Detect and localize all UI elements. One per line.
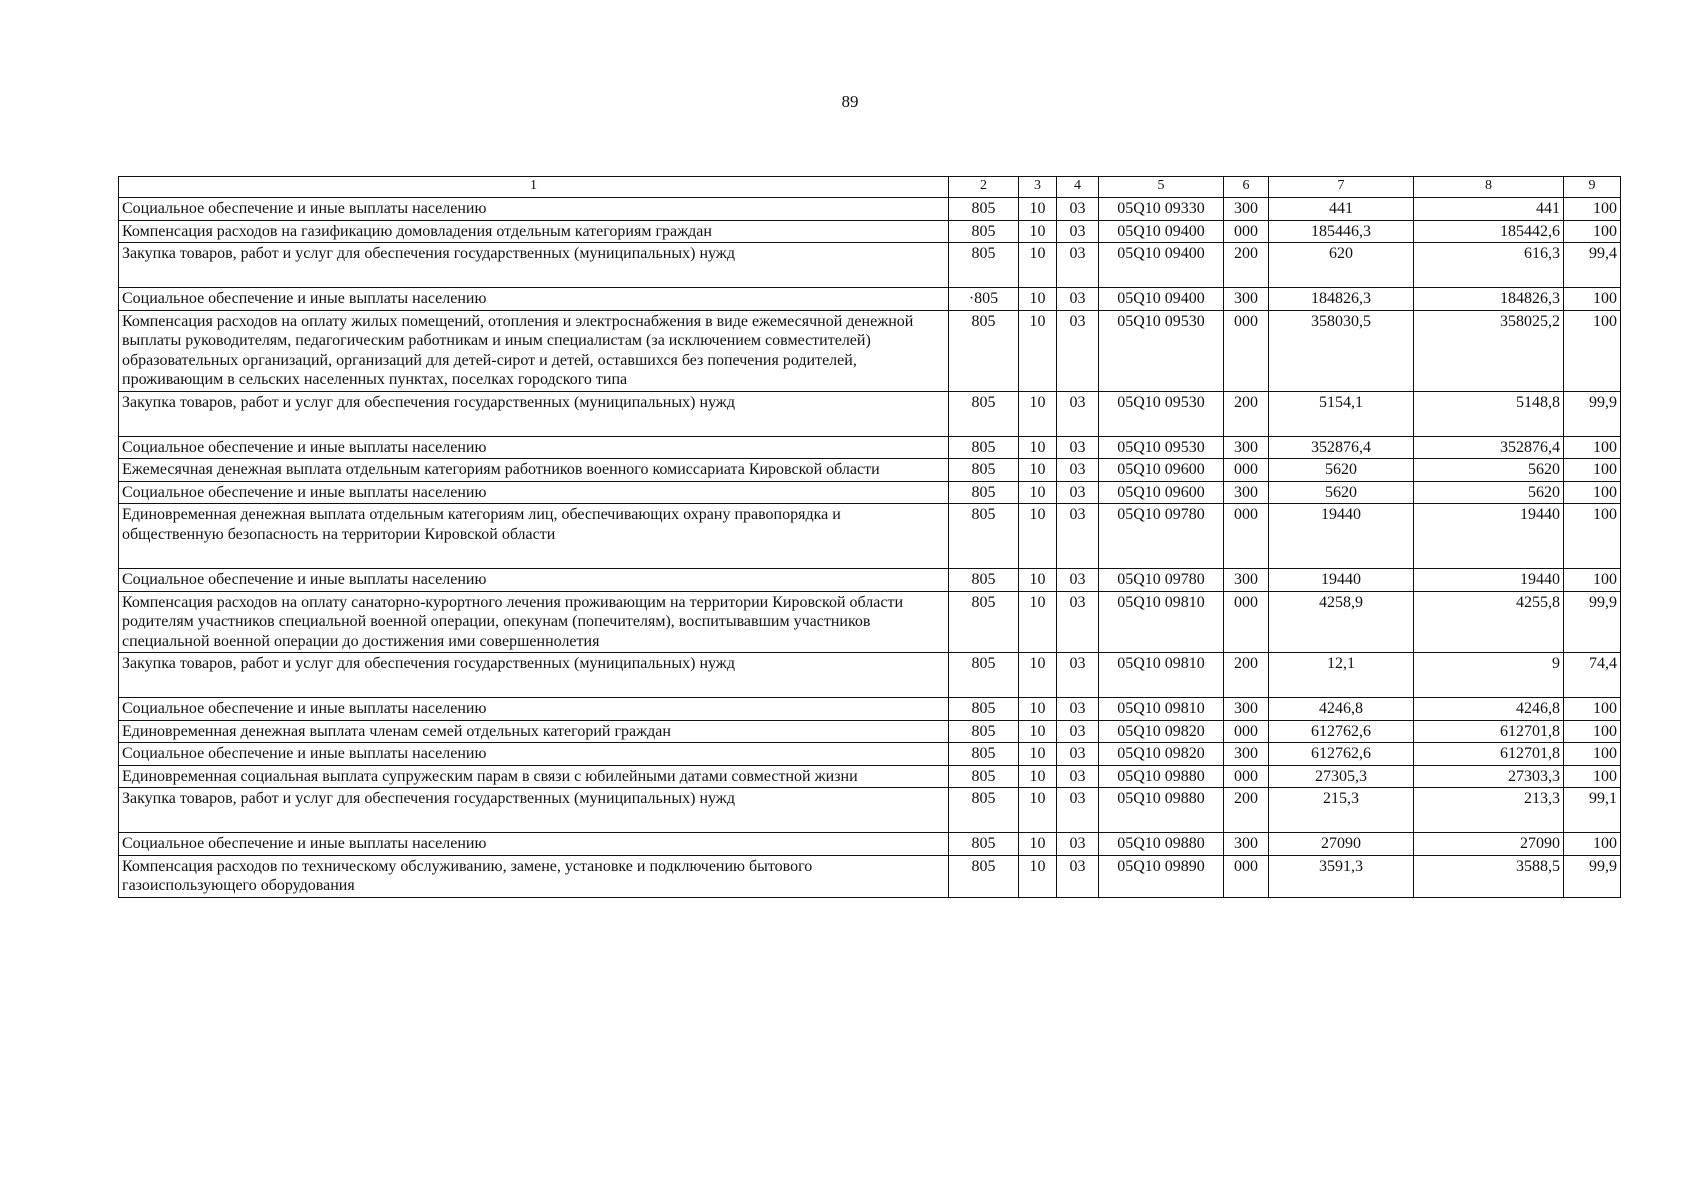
planned-amount-cell: 215,3 [1269, 788, 1414, 833]
executed-amount-cell: 612701,8 [1414, 743, 1564, 766]
target-item-cell: 05Q10 09810 [1099, 591, 1224, 653]
subsection-code-cell: 03 [1057, 504, 1099, 569]
subsection-code-cell: 03 [1057, 243, 1099, 288]
table-row [119, 391, 1621, 436]
section-code-cell: 10 [1019, 855, 1057, 897]
expense-type-cell: 300 [1224, 833, 1269, 856]
execution-percent-cell: 99,1 [1564, 788, 1621, 833]
expense-type-cell: 000 [1224, 591, 1269, 653]
section-code-cell: 10 [1019, 591, 1057, 653]
ministry-code-cell: 805 [949, 436, 1019, 459]
executed-amount-cell: 352876,4 [1414, 436, 1564, 459]
section-code-cell: 10 [1019, 743, 1057, 766]
table-row [119, 720, 1621, 743]
ministry-code-cell: 805 [949, 310, 1019, 391]
executed-amount-cell: 184826,3 [1414, 288, 1564, 311]
item-name-cell: Закупка товаров, работ и услуг для обеспечения государственных (муниципальных) нужд [119, 788, 949, 833]
column-number-row [119, 177, 1621, 198]
planned-amount-cell: 612762,6 [1269, 720, 1414, 743]
section-code-cell: 10 [1019, 436, 1057, 459]
expense-type-cell: 000 [1224, 765, 1269, 788]
section-code-cell: 10 [1019, 391, 1057, 436]
execution-percent-cell: 100 [1564, 833, 1621, 856]
column-header: 6 [1224, 177, 1269, 198]
subsection-code-cell: 03 [1057, 855, 1099, 897]
target-item-cell: 05Q10 09400 [1099, 288, 1224, 311]
section-code-cell: 10 [1019, 653, 1057, 698]
table-row [119, 459, 1621, 482]
executed-amount-cell: 5620 [1414, 459, 1564, 482]
table-row [119, 504, 1621, 569]
subsection-code-cell: 03 [1057, 833, 1099, 856]
item-name-cell: Социальное обеспечение и иные выплаты населению [119, 198, 949, 221]
subsection-code-cell: 03 [1057, 436, 1099, 459]
subsection-code-cell: 03 [1057, 743, 1099, 766]
ministry-code-cell: 805 [949, 743, 1019, 766]
executed-amount-cell: 4255,8 [1414, 591, 1564, 653]
item-name-cell: Закупка товаров, работ и услуг для обеспечения государственных (муниципальных) нужд [119, 243, 949, 288]
table-row [119, 653, 1621, 698]
expense-type-cell: 000 [1224, 720, 1269, 743]
expense-type-cell: 200 [1224, 788, 1269, 833]
expense-type-cell: 000 [1224, 855, 1269, 897]
section-code-cell: 10 [1019, 833, 1057, 856]
item-name-cell: Единовременная денежная выплата отдельным категориям лиц, обеспечивающих охрану правопорядка и общественную безопасность на территории Кировской области [119, 504, 949, 569]
expense-type-cell: 000 [1224, 459, 1269, 482]
planned-amount-cell: 184826,3 [1269, 288, 1414, 311]
target-item-cell: 05Q10 09810 [1099, 698, 1224, 721]
ministry-code-cell: 805 [949, 765, 1019, 788]
planned-amount-cell: 185446,3 [1269, 220, 1414, 243]
planned-amount-cell: 612762,6 [1269, 743, 1414, 766]
table-row [119, 855, 1621, 897]
item-name-cell: Ежемесячная денежная выплата отдельным категориям работников военного комиссариата Кировской области [119, 459, 949, 482]
expense-type-cell: 300 [1224, 481, 1269, 504]
expense-type-cell: 000 [1224, 310, 1269, 391]
ministry-code-cell: 805 [949, 833, 1019, 856]
execution-percent-cell: 100 [1564, 698, 1621, 721]
executed-amount-cell: 5148,8 [1414, 391, 1564, 436]
ministry-code-cell: 805 [949, 569, 1019, 592]
execution-percent-cell: 100 [1564, 220, 1621, 243]
ministry-code-cell: 805 [949, 243, 1019, 288]
execution-percent-cell: 100 [1564, 436, 1621, 459]
table-row [119, 833, 1621, 856]
expense-type-cell: 300 [1224, 569, 1269, 592]
execution-percent-cell: 100 [1564, 198, 1621, 221]
table-body [119, 198, 1621, 898]
table-row [119, 698, 1621, 721]
executed-amount-cell: 441 [1414, 198, 1564, 221]
target-item-cell: 05Q10 09600 [1099, 459, 1224, 482]
column-header: 1 [119, 177, 949, 198]
table-row [119, 788, 1621, 833]
item-name-cell: Социальное обеспечение и иные выплаты населению [119, 743, 949, 766]
execution-percent-cell: 99,9 [1564, 855, 1621, 897]
section-code-cell: 10 [1019, 198, 1057, 221]
column-header: 3 [1019, 177, 1057, 198]
target-item-cell: 05Q10 09810 [1099, 653, 1224, 698]
section-code-cell: 10 [1019, 220, 1057, 243]
executed-amount-cell: 5620 [1414, 481, 1564, 504]
item-name-cell: Компенсация расходов на оплату санаторно-курортного лечения проживающим на территории Кировской области родителям участников специальной военной операции, опекунам (попечителям), воспитывавшим участников специальной военной операции до достижения ими совершеннолетия [119, 591, 949, 653]
subsection-code-cell: 03 [1057, 653, 1099, 698]
table-row [119, 743, 1621, 766]
column-header: 5 [1099, 177, 1224, 198]
planned-amount-cell: 5154,1 [1269, 391, 1414, 436]
column-header: 9 [1564, 177, 1621, 198]
target-item-cell: 05Q10 09880 [1099, 765, 1224, 788]
target-item-cell: 05Q10 09820 [1099, 720, 1224, 743]
ministry-code-cell: 805 [949, 481, 1019, 504]
planned-amount-cell: 19440 [1269, 504, 1414, 569]
table-row [119, 436, 1621, 459]
item-name-cell: Компенсация расходов на оплату жилых помещений, отопления и электроснабжения в виде ежемесячной денежной выплаты руководителям, педагогическим работникам и иным специалистам (за исключением совместителей) образовательных организаций, организаций для детей-сирот и детей, оставшихся без попечения родителей, проживающим в сельских населенных пунктах, поселках городского типа [119, 310, 949, 391]
execution-percent-cell: 99,9 [1564, 391, 1621, 436]
planned-amount-cell: 5620 [1269, 459, 1414, 482]
expense-type-cell: 300 [1224, 198, 1269, 221]
ministry-code-cell: 805 [949, 591, 1019, 653]
item-name-cell: Единовременная денежная выплата членам семей отдельных категорий граждан [119, 720, 949, 743]
expense-type-cell: 000 [1224, 220, 1269, 243]
table-row [119, 591, 1621, 653]
item-name-cell: Закупка товаров, работ и услуг для обеспечения государственных (муниципальных) нужд [119, 391, 949, 436]
target-item-cell: 05Q10 09820 [1099, 743, 1224, 766]
subsection-code-cell: 03 [1057, 720, 1099, 743]
column-header: 4 [1057, 177, 1099, 198]
target-item-cell: 05Q10 09400 [1099, 220, 1224, 243]
subsection-code-cell: 03 [1057, 569, 1099, 592]
planned-amount-cell: 19440 [1269, 569, 1414, 592]
planned-amount-cell: 620 [1269, 243, 1414, 288]
subsection-code-cell: 03 [1057, 310, 1099, 391]
section-code-cell: 10 [1019, 720, 1057, 743]
section-code-cell: 10 [1019, 459, 1057, 482]
execution-percent-cell: 100 [1564, 459, 1621, 482]
executed-amount-cell: 358025,2 [1414, 310, 1564, 391]
subsection-code-cell: 03 [1057, 481, 1099, 504]
execution-percent-cell: 99,4 [1564, 243, 1621, 288]
section-code-cell: 10 [1019, 310, 1057, 391]
section-code-cell: 10 [1019, 698, 1057, 721]
executed-amount-cell: 213,3 [1414, 788, 1564, 833]
section-code-cell: 10 [1019, 243, 1057, 288]
section-code-cell: 10 [1019, 569, 1057, 592]
expense-type-cell: 300 [1224, 288, 1269, 311]
subsection-code-cell: 03 [1057, 220, 1099, 243]
executed-amount-cell: 9 [1414, 653, 1564, 698]
execution-percent-cell: 100 [1564, 743, 1621, 766]
execution-percent-cell: 100 [1564, 310, 1621, 391]
executed-amount-cell: 27090 [1414, 833, 1564, 856]
item-name-cell: Социальное обеспечение и иные выплаты населению [119, 481, 949, 504]
execution-percent-cell: 100 [1564, 569, 1621, 592]
item-name-cell: Социальное обеспечение и иные выплаты населению [119, 569, 949, 592]
planned-amount-cell: 352876,4 [1269, 436, 1414, 459]
planned-amount-cell: 3591,3 [1269, 855, 1414, 897]
target-item-cell: 05Q10 09890 [1099, 855, 1224, 897]
column-header: 7 [1269, 177, 1414, 198]
ministry-code-cell: 805 [949, 504, 1019, 569]
subsection-code-cell: 03 [1057, 459, 1099, 482]
table-row [119, 220, 1621, 243]
table-row [119, 288, 1621, 311]
ministry-code-cell: 805 [949, 855, 1019, 897]
ministry-code-cell: 805 [949, 220, 1019, 243]
ministry-code-cell: 805 [949, 391, 1019, 436]
section-code-cell: 10 [1019, 288, 1057, 311]
budget-table [118, 176, 1621, 898]
planned-amount-cell: 4246,8 [1269, 698, 1414, 721]
executed-amount-cell: 185442,6 [1414, 220, 1564, 243]
column-header: 8 [1414, 177, 1564, 198]
item-name-cell: Компенсация расходов на газификацию домовладения отдельным категориям граждан [119, 220, 949, 243]
ministry-code-cell: 805 [949, 653, 1019, 698]
table-row [119, 243, 1621, 288]
ministry-code-cell: 805 [949, 459, 1019, 482]
expense-type-cell: 300 [1224, 743, 1269, 766]
ministry-code-cell: 805 [949, 720, 1019, 743]
planned-amount-cell: 441 [1269, 198, 1414, 221]
expense-type-cell: 300 [1224, 436, 1269, 459]
execution-percent-cell: 100 [1564, 765, 1621, 788]
execution-percent-cell: 100 [1564, 720, 1621, 743]
item-name-cell: Социальное обеспечение и иные выплаты населению [119, 833, 949, 856]
section-code-cell: 10 [1019, 765, 1057, 788]
expense-type-cell: 300 [1224, 698, 1269, 721]
item-name-cell: Социальное обеспечение и иные выплаты населению [119, 288, 949, 311]
item-name-cell: Компенсация расходов по техническому обслуживанию, замене, установке и подключению бытового газоиспользующего оборудования [119, 855, 949, 897]
table-row [119, 569, 1621, 592]
subsection-code-cell: 03 [1057, 198, 1099, 221]
table-row [119, 198, 1621, 221]
executed-amount-cell: 4246,8 [1414, 698, 1564, 721]
planned-amount-cell: 358030,5 [1269, 310, 1414, 391]
target-item-cell: 05Q10 09400 [1099, 243, 1224, 288]
executed-amount-cell: 19440 [1414, 504, 1564, 569]
execution-percent-cell: 74,4 [1564, 653, 1621, 698]
subsection-code-cell: 03 [1057, 765, 1099, 788]
planned-amount-cell: 4258,9 [1269, 591, 1414, 653]
table-row [119, 765, 1621, 788]
column-header: 2 [949, 177, 1019, 198]
executed-amount-cell: 612701,8 [1414, 720, 1564, 743]
executed-amount-cell: 616,3 [1414, 243, 1564, 288]
section-code-cell: 10 [1019, 788, 1057, 833]
expense-type-cell: 200 [1224, 653, 1269, 698]
item-name-cell: Социальное обеспечение и иные выплаты населению [119, 698, 949, 721]
planned-amount-cell: 27090 [1269, 833, 1414, 856]
target-item-cell: 05Q10 09530 [1099, 310, 1224, 391]
expense-type-cell: 200 [1224, 243, 1269, 288]
executed-amount-cell: 3588,5 [1414, 855, 1564, 897]
planned-amount-cell: 5620 [1269, 481, 1414, 504]
section-code-cell: 10 [1019, 481, 1057, 504]
target-item-cell: 05Q10 09530 [1099, 391, 1224, 436]
item-name-cell: Закупка товаров, работ и услуг для обеспечения государственных (муниципальных) нужд [119, 653, 949, 698]
table-row [119, 481, 1621, 504]
subsection-code-cell: 03 [1057, 788, 1099, 833]
page-number: 89 [841, 92, 859, 111]
target-item-cell: 05Q10 09330 [1099, 198, 1224, 221]
execution-percent-cell: 99,9 [1564, 591, 1621, 653]
expense-type-cell: 200 [1224, 391, 1269, 436]
target-item-cell: 05Q10 09780 [1099, 569, 1224, 592]
execution-percent-cell: 100 [1564, 481, 1621, 504]
execution-percent-cell: 100 [1564, 288, 1621, 311]
item-name-cell: Социальное обеспечение и иные выплаты населению [119, 436, 949, 459]
table-row [119, 310, 1621, 391]
item-name-cell: Единовременная социальная выплата супружеским парам в связи с юбилейными датами совместной жизни [119, 765, 949, 788]
subsection-code-cell: 03 [1057, 288, 1099, 311]
subsection-code-cell: 03 [1057, 591, 1099, 653]
expense-type-cell: 000 [1224, 504, 1269, 569]
execution-percent-cell: 100 [1564, 504, 1621, 569]
target-item-cell: 05Q10 09530 [1099, 436, 1224, 459]
target-item-cell: 05Q10 09600 [1099, 481, 1224, 504]
ministry-code-cell: ·805 [949, 288, 1019, 311]
subsection-code-cell: 03 [1057, 391, 1099, 436]
subsection-code-cell: 03 [1057, 698, 1099, 721]
section-code-cell: 10 [1019, 504, 1057, 569]
ministry-code-cell: 805 [949, 788, 1019, 833]
ministry-code-cell: 805 [949, 698, 1019, 721]
target-item-cell: 05Q10 09880 [1099, 788, 1224, 833]
executed-amount-cell: 27303,3 [1414, 765, 1564, 788]
planned-amount-cell: 27305,3 [1269, 765, 1414, 788]
target-item-cell: 05Q10 09780 [1099, 504, 1224, 569]
target-item-cell: 05Q10 09880 [1099, 833, 1224, 856]
executed-amount-cell: 19440 [1414, 569, 1564, 592]
ministry-code-cell: 805 [949, 198, 1019, 221]
planned-amount-cell: 12,1 [1269, 653, 1414, 698]
